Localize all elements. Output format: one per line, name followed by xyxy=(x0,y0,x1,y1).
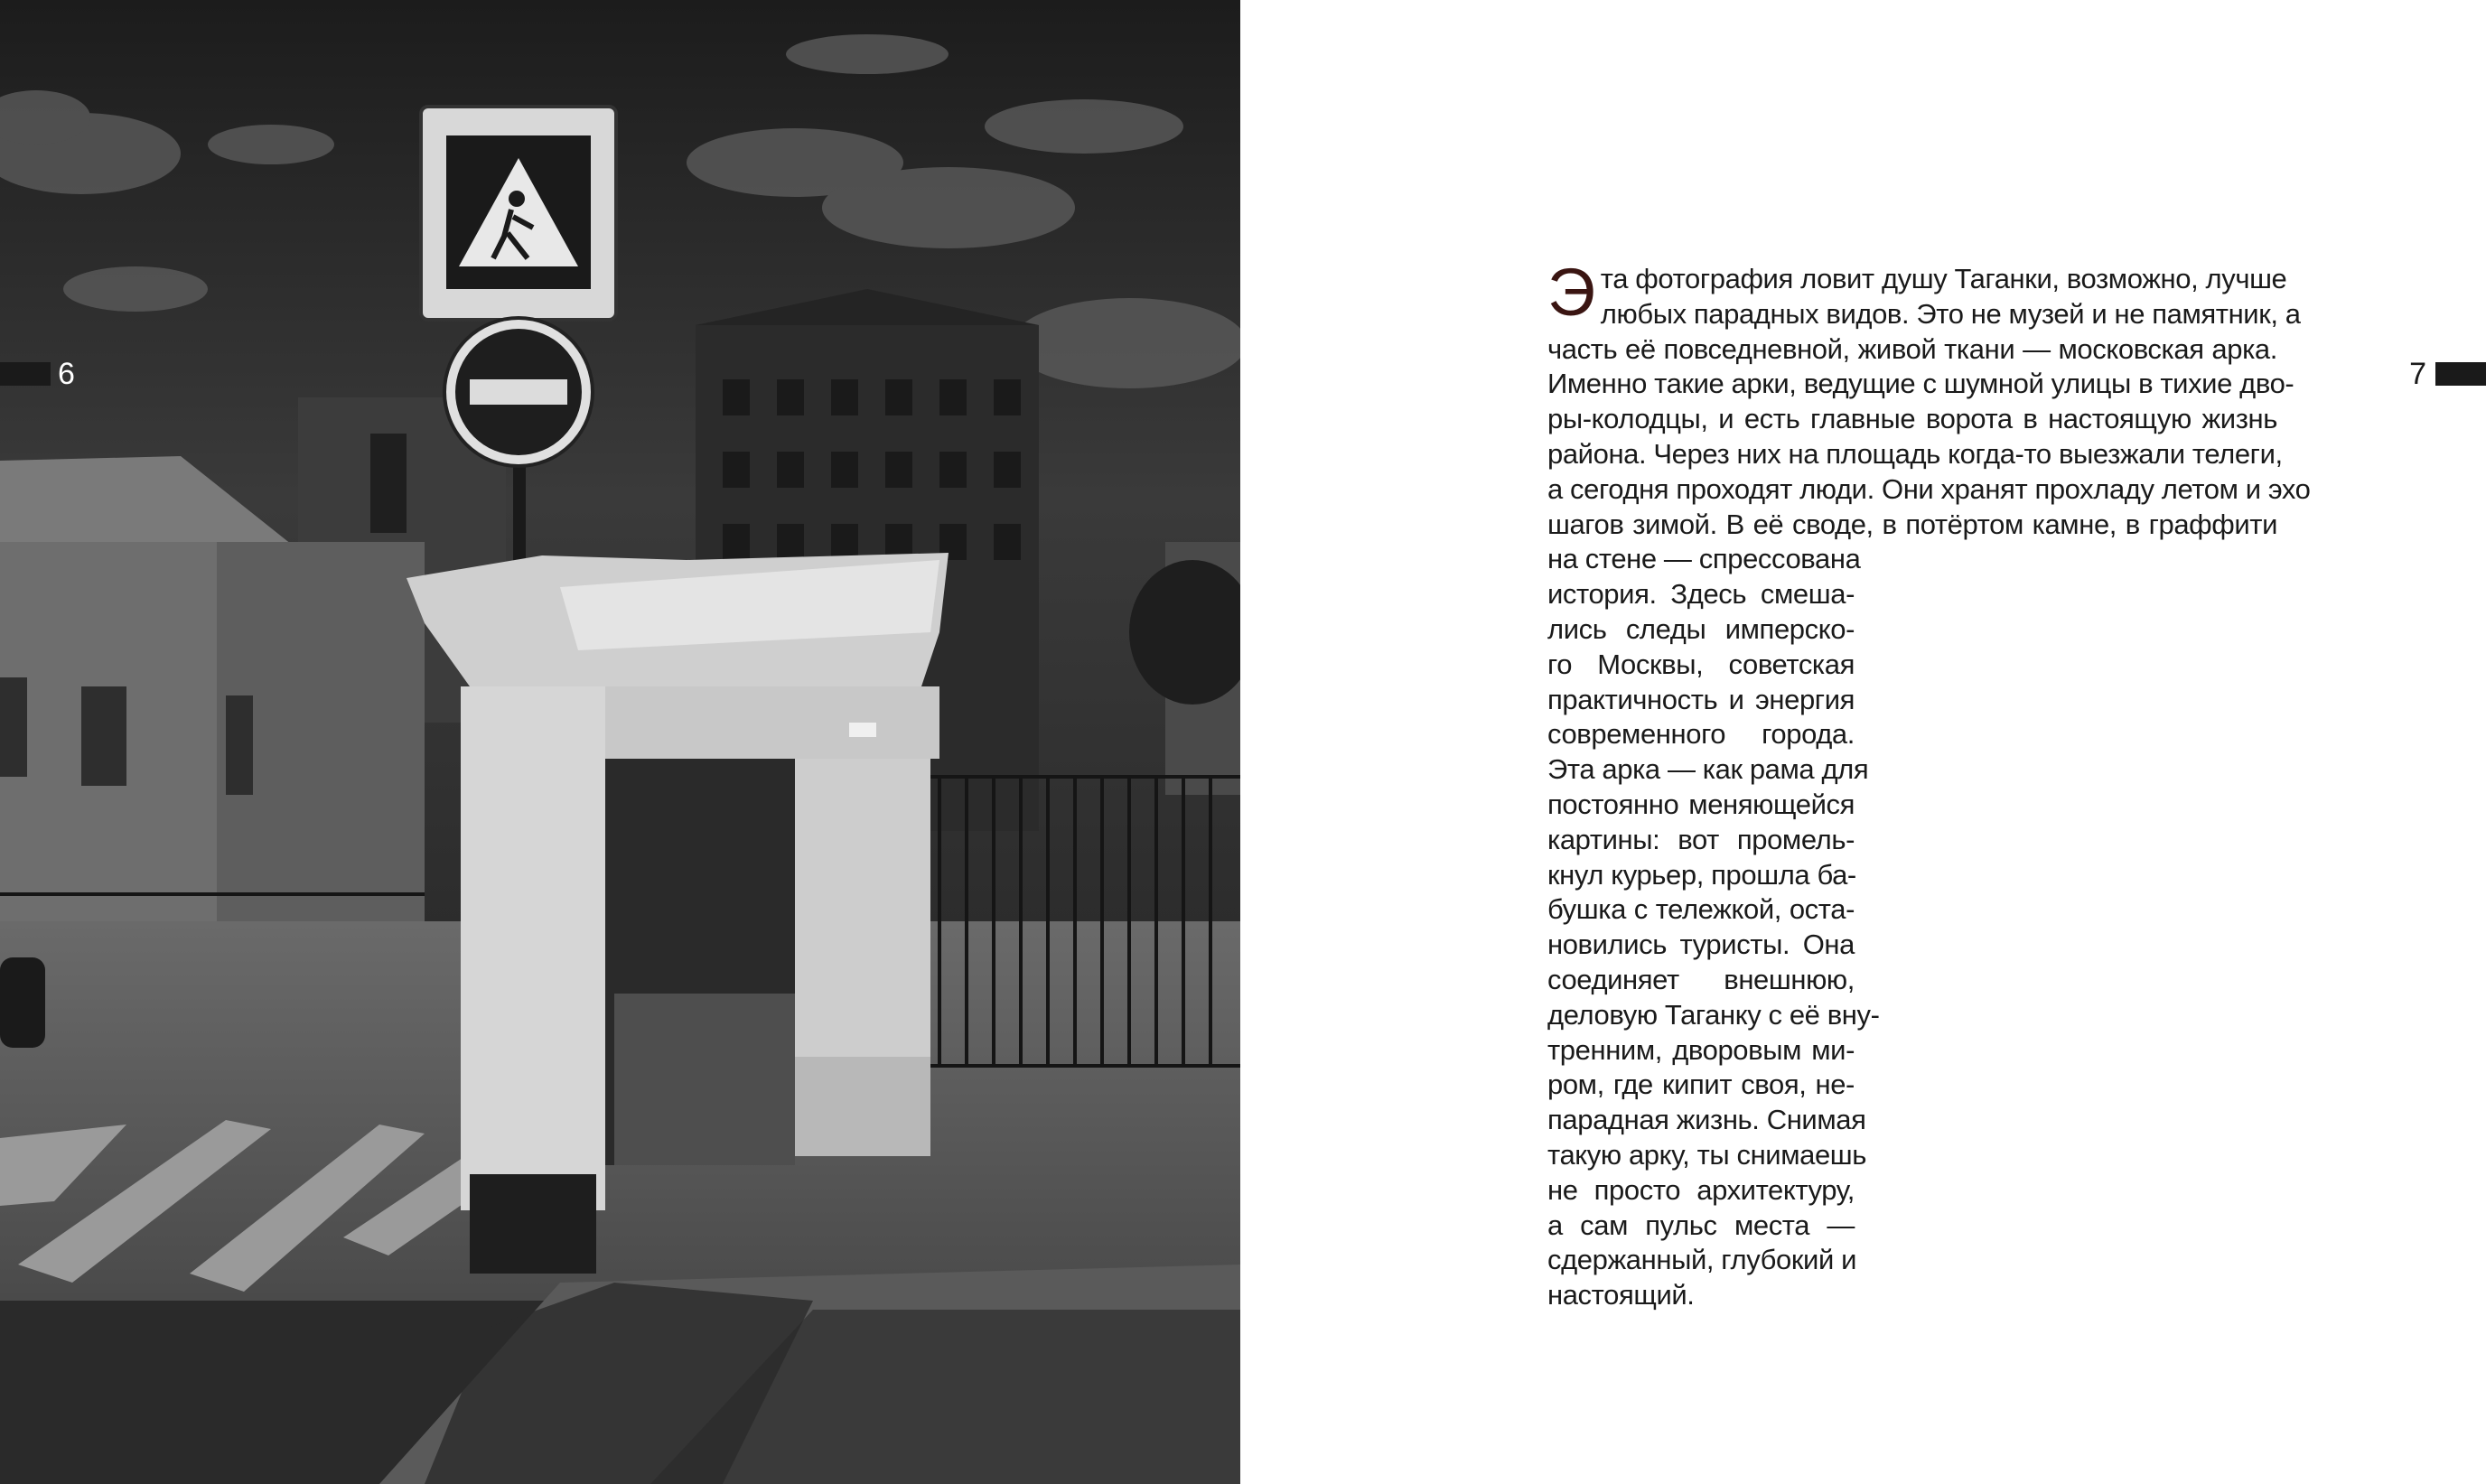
no-entry-sign-icon xyxy=(444,318,593,466)
text-line: новились туристы. Она xyxy=(1547,929,1855,961)
text-line: деловую Таганку с её вну- xyxy=(1547,998,1880,1031)
page-number-right xyxy=(2409,357,2486,391)
text-line: постоянно меняющейся xyxy=(1547,788,1855,820)
text-line: сдержанный, глубокий и xyxy=(1547,1244,1856,1276)
text-line: а сам пульс места — xyxy=(1547,1209,1855,1241)
text-line: шагов зимой. В её своде, в потёртом камне, в граффити xyxy=(1547,508,2277,540)
text-line: та фотография ловит душу Таганки, возможно, лучше xyxy=(1600,263,2287,294)
text-line: не просто архитектуру, xyxy=(1547,1173,1855,1206)
text-line: го Москвы, советская xyxy=(1547,648,1855,680)
text-line: современного города. xyxy=(1547,718,1855,751)
pedestrian-crossing-sign-icon xyxy=(421,107,616,320)
text-line: любых парадных видов. Это не музей и не памятник, а xyxy=(1600,297,2301,330)
text-line: практичность и энергия xyxy=(1547,683,1855,715)
arch-photograph xyxy=(0,0,1240,1484)
page-number-left-text: 6 xyxy=(58,357,75,391)
text-line: история. Здесь смеша- xyxy=(1547,578,1855,611)
text-line: ры-колодцы, и есть главные ворота в настоящую жизнь xyxy=(1547,403,2277,435)
text-line: парадная жизнь. Снимая xyxy=(1547,1104,1866,1136)
text-line: настоящий. xyxy=(1547,1279,1695,1311)
text-line: картины: вот промель- xyxy=(1547,823,1855,855)
text-line: кнул курьер, прошла ба- xyxy=(1547,858,1856,891)
text-line: а сегодня проходят люди. Они хранят прохладу летом и эхо xyxy=(1547,472,2311,505)
article-wide-lines xyxy=(1547,255,2311,542)
page-number-right-text: 7 xyxy=(2409,357,2426,391)
text-line: на стене — спрессована xyxy=(1547,543,1861,575)
article-narrow-lines xyxy=(1547,542,1880,1313)
text-line: Именно такие арки, ведущие с шумной улицы в тихие дво- xyxy=(1547,368,2294,400)
text-line: тренним, дворовым ми- xyxy=(1547,1033,1855,1066)
text-line: лись следы имперско- xyxy=(1547,612,1855,645)
text-line: ром, где кипит своя, не- xyxy=(1547,1069,1855,1101)
text-line: часть её повседневной, живой ткани — московская арка. xyxy=(1547,332,2277,365)
page-number-left xyxy=(0,357,75,391)
text-line: района. Через них на площадь когда-то выезжали телеги, xyxy=(1547,437,2283,470)
article-body xyxy=(1547,255,2311,1313)
text-line: Эта арка — как рама для xyxy=(1547,753,1869,786)
page-marker-bar xyxy=(0,362,51,386)
page-marker-bar xyxy=(2435,362,2486,386)
drop-cap: Э xyxy=(1547,255,1595,330)
text-line: бушка с тележкой, оста- xyxy=(1547,893,1855,926)
text-line: соединяет внешнюю, xyxy=(1547,963,1855,995)
text-line: такую арку, ты снимаешь xyxy=(1547,1138,1867,1171)
